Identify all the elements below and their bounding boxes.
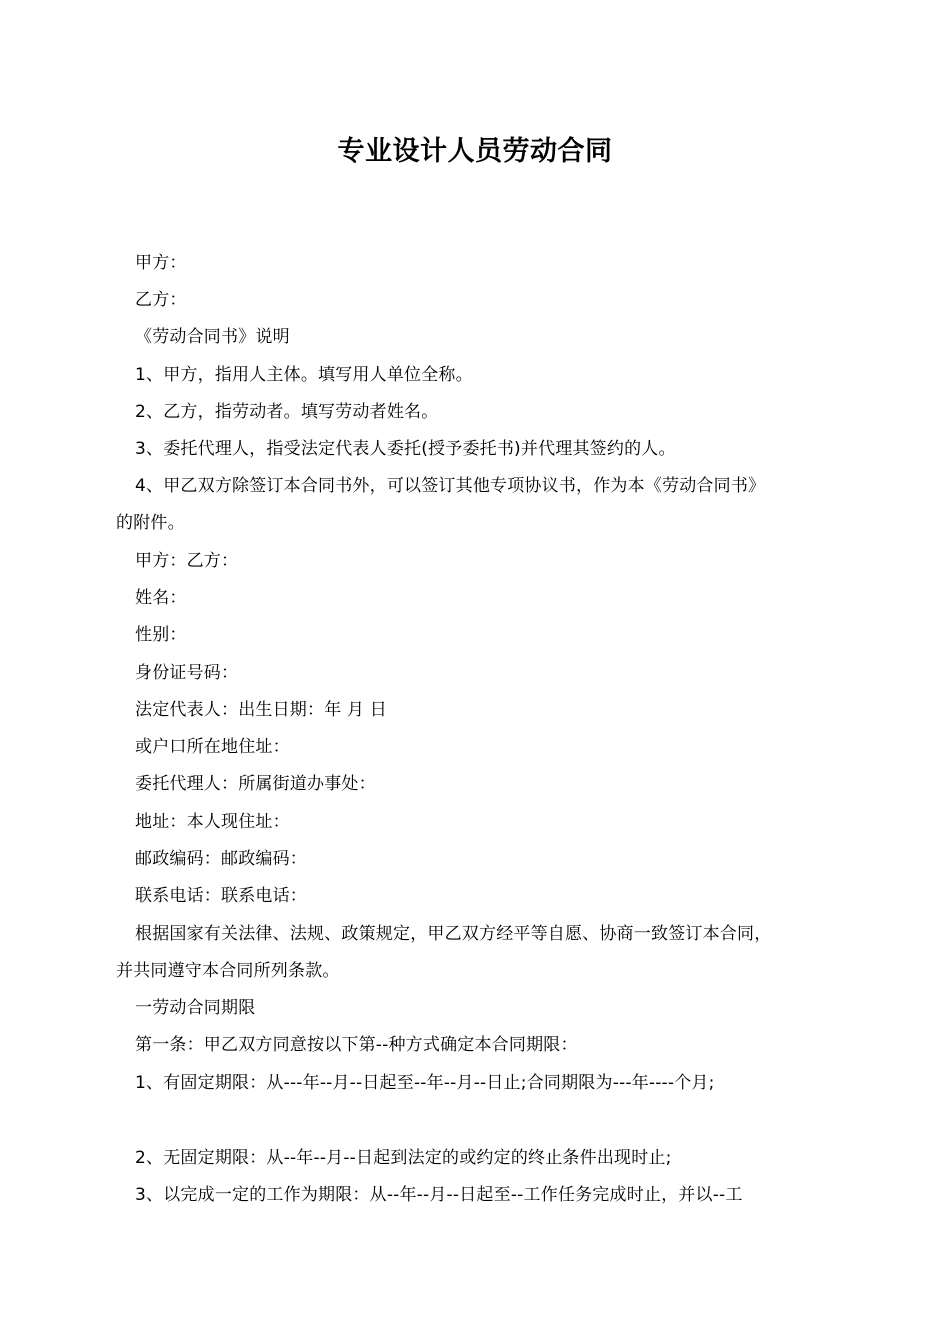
agent-street-office-line: 委托代理人：所属街道办事处： <box>135 774 376 794</box>
preamble-line-1: 根据国家有关法律、法规、政策规定，甲乙双方经平等自愿、协商一致签订本合同， <box>135 924 772 944</box>
explanation-item-4-continued: 的附件。 <box>116 513 185 533</box>
preamble-line-2: 并共同遵守本合同所列条款。 <box>116 961 340 981</box>
party-a-line: 甲方： <box>135 253 187 273</box>
explanation-item-1: 1、甲方，指用人主体。填写用人单位全称。 <box>135 365 473 385</box>
parties-header-line: 甲方：乙方： <box>135 551 239 571</box>
document-title: 专业设计人员劳动合同 <box>337 136 613 167</box>
postal-code-line: 邮政编码：邮政编码： <box>135 849 307 869</box>
article-one-line: 第一条：甲乙双方同意按以下第--种方式确定本合同期限： <box>135 1035 578 1055</box>
section-one-heading: 一劳动合同期限 <box>135 998 256 1018</box>
term-option-3: 3、以完成一定的工作为期限：从--年--月--日起至--工作任务完成时止，并以--工 <box>135 1185 743 1205</box>
explanation-item-3: 3、委托代理人，指受法定代表人委托(授予委托书)并代理其签约的人。 <box>135 439 676 459</box>
phone-line: 联系电话：联系电话： <box>135 886 307 906</box>
legal-rep-birthdate-line: 法定代表人：出生日期：年 月 日 <box>135 700 388 720</box>
explanation-heading: 《劳动合同书》说明 <box>135 327 290 347</box>
address-line: 地址：本人现住址： <box>135 812 290 832</box>
explanation-item-4: 4、甲乙双方除签订本合同书外，可以签订其他专项协议书，作为本《劳动合同书》 <box>135 476 766 496</box>
party-b-line: 乙方： <box>135 290 187 310</box>
name-field-line: 姓名： <box>135 588 187 608</box>
gender-field-line: 性别： <box>135 625 187 645</box>
term-option-2: 2、无固定期限：从--年--月--日起到法定的或约定的终止条件出现时止; <box>135 1148 672 1168</box>
term-option-1: 1、有固定期限：从---年--月--日起至--年--月--日止;合同期限为---年----个月; <box>135 1073 715 1093</box>
explanation-item-2: 2、乙方，指劳动者。填写劳动者姓名。 <box>135 402 439 422</box>
id-number-field-line: 身份证号码： <box>135 663 239 683</box>
household-address-line: 或户口所在地住址： <box>135 737 290 757</box>
